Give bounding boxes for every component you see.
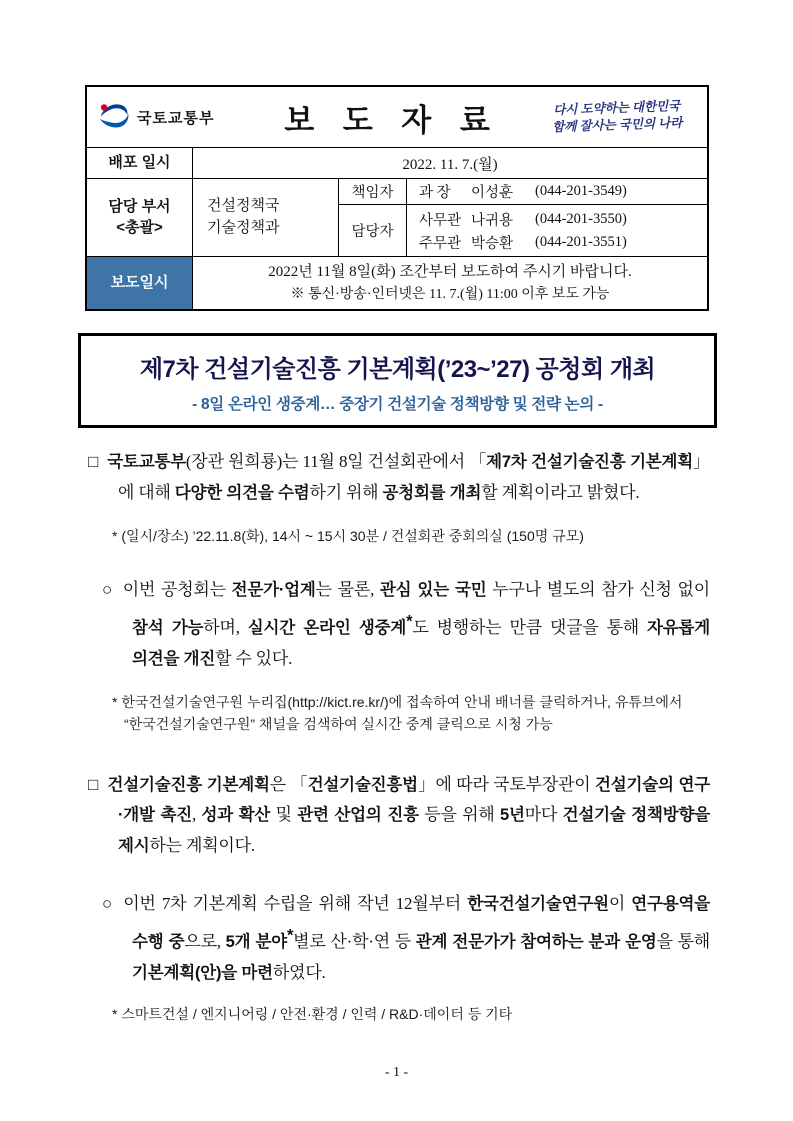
headline-subtitle: - 8일 온라인 생중계… 중장기 건설기술 정책방향 및 전략 논의 - (192, 396, 603, 413)
manager-contact-row (339, 179, 707, 205)
contact-role: 주무관 (419, 235, 462, 252)
press-date-label: 보도일시 (87, 257, 193, 309)
square-bullet: □ (88, 774, 99, 794)
contact-block (339, 179, 707, 256)
department-name-line-1: 건설정책국 (207, 197, 280, 214)
release-date-row (87, 147, 707, 178)
contact-row (407, 231, 707, 254)
slogan-line-2: 함께 잘사는 국민의 나라 (551, 115, 683, 135)
contact-name: 이성훈 (471, 185, 514, 201)
department-label: 담당 부서 (108, 198, 171, 216)
document-body (88, 447, 710, 1025)
slogan-line-1: 다시 도약하는 대한민국 (552, 98, 681, 118)
department-name-cell (193, 179, 339, 256)
masthead-banner (87, 87, 707, 147)
headline-title: 제7차 건설기술진흥 기본계획(’23~’27) 공청회 개최 (139, 356, 656, 383)
doc-type-title: 보 도 자 료 (284, 102, 500, 138)
paragraph-2-text: 이번 공청회는 전문가·업계는 물론, 관심 있는 국민 누구나 별도의 참가 신청 없이 참석 가능하며, 실시간 온라인 생중계*도 병행하는 만큼 댓글을 통해 자유롭게 의견을 개진할 수 있다. (122, 580, 710, 668)
department-sublabel: <총괄> (116, 218, 163, 236)
release-date-label: 배포 일시 (87, 148, 193, 178)
footnote-2: * 한국건설기술연구원 누리집(http://kict.re.kr/)에 접속하여 안내 배너를 클릭하거나, 유튜브에서 “한국건설기술연구원” 채널을 검색하여 실시간 중계 클릭으로 시청 가능 (112, 693, 683, 733)
footnote-3: * 스마트건설 / 엔지니어링 / 안전·환경 / 인력 / R&D·데이터 등 기타 (112, 1005, 513, 1022)
staff-contact-rows (339, 205, 707, 256)
page-number: - 1 - (384, 1065, 409, 1080)
press-date-value (193, 257, 707, 309)
paragraph-4 (102, 889, 710, 988)
contact-name: 박승환 (471, 235, 514, 252)
footnote-1: * (일시/장소) ’22.11.8(화), 14시 ~ 15시 30분 / 건설회관 중회의실 (150명 규모) (112, 527, 584, 544)
contact-role: 과 장 (419, 185, 451, 201)
press-date-row (87, 256, 707, 309)
contact-phone: (044-201-3551) (535, 233, 627, 250)
release-date-value: 2022. 11. 7.(월) (402, 156, 498, 173)
staff-label: 담당자 (339, 205, 407, 256)
press-instruction-line-2: ※ 통신·방송·인터넷은 11. 7.(월) 11:00 이후 보도 가능 (290, 286, 610, 302)
paragraph-3-text: 건설기술진흥 기본계획은 「건설기술진흥법」에 따라 국토부장관이 건설기술의 연구·개발 촉진, 성과 확산 및 관련 산업의 진흥 등을 위해 5년마다 건설기술 정책방향을 제시하는 계획이다. (107, 774, 711, 856)
contact-name: 나귀용 (471, 212, 514, 229)
paragraph-1-text: 국토교통부(장관 원희룡)는 11월 8일 건설회관에서 「제7차 건설기술진흥 기본계획」에 대해 다양한 의견을 수렴하기 위해 공청회를 개최할 계획이라고 밝혔다. (107, 452, 710, 502)
contact-row (407, 208, 707, 231)
paragraph-4-text: 이번 7차 기본계획 수립을 위해 작년 12월부터 한국건설기술연구원이 연구용역을 수행 중으로, 5개 분야*별로 산·학·연 등 관계 전문가가 참여하는 분과 운영을 통해 기본계획(안)을 마련하였다. (123, 894, 711, 982)
press-instruction-line-1: 2022년 11월 8일(화) 조간부터 보도하여 주시기 바랍니다. (268, 264, 632, 280)
department-name-line-2: 기술정책과 (207, 220, 280, 236)
contact-phone: (044-201-3549) (535, 183, 627, 199)
molit-emblem-icon (97, 98, 131, 137)
contact-role: 사무관 (419, 212, 462, 229)
circle-bullet: ○ (102, 894, 115, 914)
manager-label: 책임자 (339, 179, 407, 204)
ministry-logo-group (97, 98, 247, 137)
contact-phone: (044-201-3550) (535, 210, 627, 227)
department-label-cell (87, 179, 193, 256)
contact-row (407, 180, 707, 203)
header-info-table (85, 85, 709, 311)
square-bullet: □ (88, 452, 99, 471)
paragraph-1 (88, 447, 710, 509)
circle-bullet: ○ (102, 580, 114, 600)
ministry-name: 국토교통부 (137, 109, 215, 127)
department-row (87, 178, 707, 256)
paragraph-3 (88, 770, 710, 863)
government-slogan (536, 97, 697, 136)
paragraph-2 (102, 575, 710, 674)
headline-box (78, 333, 717, 428)
